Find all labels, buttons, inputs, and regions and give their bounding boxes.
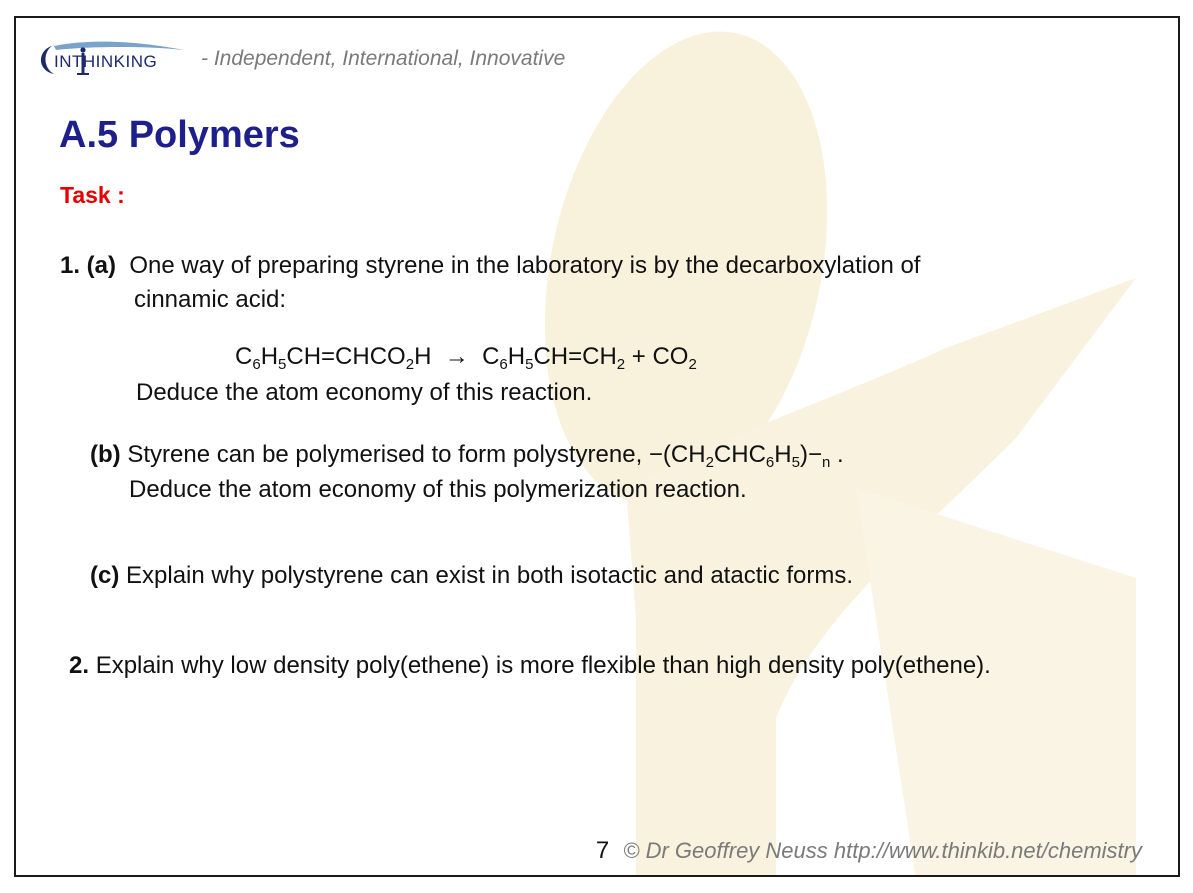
footer-credit: © Dr Geoffrey Neuss http://www.thinkib.net/chemistry (623, 838, 1142, 863)
q1b-line1: (b) Styrene can be polymerised to form polystyrene, $-(CH_2CHC_6H_5)-_n$ . (90, 441, 844, 471)
q1a-equation: $C_6H_5CH=CHCO_2H \to C_6H_5CH=CH_2 + CO_2$ (235, 343, 697, 373)
q1a-text: One way of preparing styrene in the laboratory is by the decarboxylation of (129, 252, 921, 279)
q2-line (69, 652, 991, 680)
q1a-number: 1. (a) (60, 252, 117, 279)
q1b-label: (b) (90, 441, 121, 468)
logo-text: INTHINKING (54, 52, 158, 71)
slide-frame (14, 16, 1180, 877)
slide-title: A.5 Polymers (59, 114, 300, 156)
q1b-line2: Deduce the atom economy of this polymerization reaction. (129, 476, 747, 503)
q1a-instruction: Deduce the atom economy of this reaction. (136, 379, 593, 406)
q2-number: 2. (69, 652, 90, 679)
tagline: - Independent, International, Innovative (201, 47, 566, 70)
q1a-line2: cinnamic acid: (134, 286, 287, 313)
q1c-line (90, 562, 853, 590)
q1c-label: (c) (90, 562, 120, 589)
q2-text: Explain why low density poly(ethene) is more flexible than high density poly(ethene). (95, 652, 991, 679)
q1c-text: Explain why polystyrene can exist in both isotactic and atactic forms. (126, 562, 854, 589)
task-label: Task : (60, 182, 125, 208)
page-number: 7 (595, 837, 610, 864)
footer (596, 837, 1142, 865)
q1a-line1 (60, 252, 920, 280)
